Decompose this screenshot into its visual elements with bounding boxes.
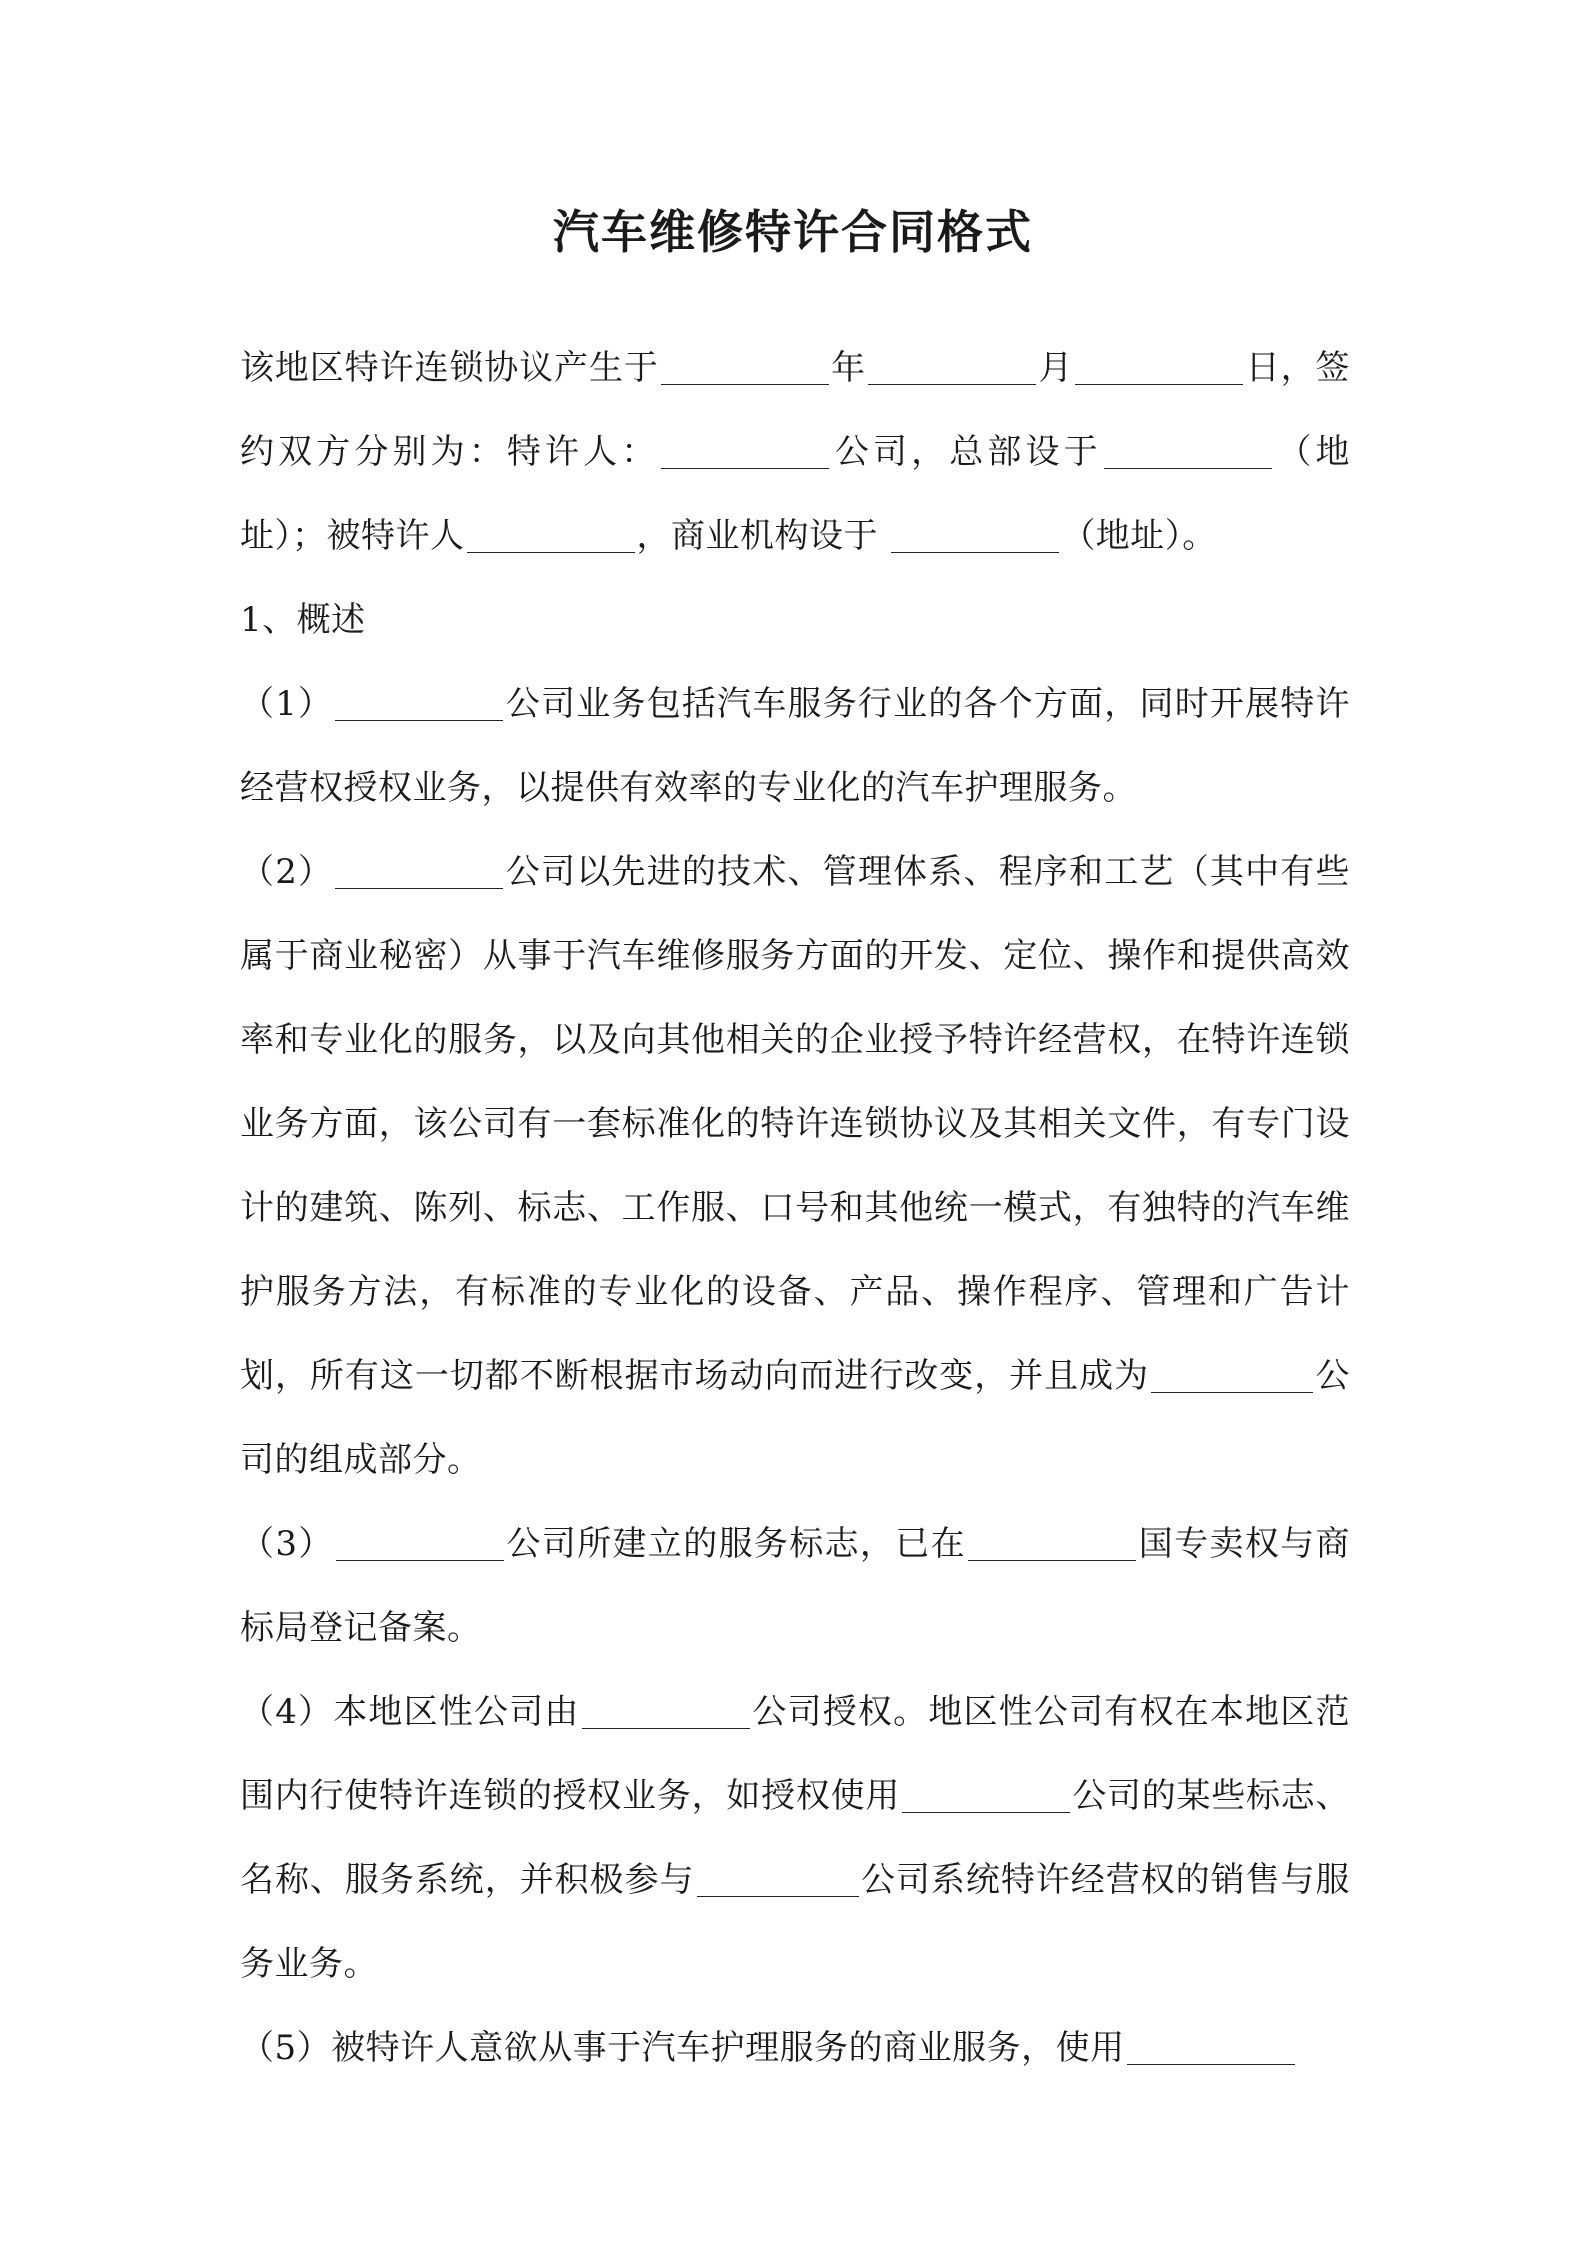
blank-p3-company[interactable] [336,1526,504,1561]
intro-paragraph [240,326,1350,578]
intro-text-2: 年 [830,348,867,388]
p4-text-2: 公司授权。地区性公司有权在本地区范围内行使特许连锁的授权业务，如授权使用 [240,1692,1350,1816]
intro-text-6: （地址）；被特许人 [240,432,1351,556]
intro-text-1: 该地区特许连锁协议产生于 [240,348,659,388]
paragraph-1 [240,662,1350,830]
p4-text-4: 公司系统特许经营权的销售与服务业务。 [240,1860,1351,1984]
intro-text-4: 日，签约双方分别为：特许人： [240,348,1351,472]
p1-number: （1） [240,684,334,724]
paragraph-4 [240,1670,1350,2006]
p3-text-end: 国专卖权与商标局登记备案。 [240,1524,1351,1648]
intro-text-3: 月 [1038,348,1074,388]
p4-text-1: （4）本地区性公司由 [240,1692,580,1732]
document-body [240,326,1350,2090]
paragraph-2 [240,830,1350,1502]
intro-text-7: ，商业机构设于 [636,516,890,556]
blank-business-address[interactable] [891,518,1059,553]
blank-headquarters-address[interactable] [1104,434,1272,469]
blank-p1-company[interactable] [335,686,503,721]
blank-month[interactable] [868,350,1036,385]
blank-p3-country[interactable] [968,1526,1136,1561]
blank-p4-company-2[interactable] [902,1778,1070,1813]
p2-text-end: 公司的组成部分。 [240,1356,1351,1480]
p3-text: 公司所建立的服务标志，已在 [505,1524,966,1564]
p3-number: （3） [240,1524,334,1564]
blank-day[interactable] [1075,350,1243,385]
intro-text-5: 公司，总部设于 [831,432,1102,472]
blank-p4-company-3[interactable] [697,1862,859,1897]
blank-year[interactable] [661,350,829,385]
blank-p2-company[interactable] [335,854,503,889]
section-heading-overview: 1、概述 [240,600,366,640]
paragraph-3 [240,1502,1350,1670]
paragraph-5 [240,2006,1350,2090]
p4-text-3: 公司的某些标志、名称、服务系统，并积极参与 [240,1776,1351,1900]
p1-text: 公司业务包括汽车服务行业的各个方面，同时开展特许经营权授权业务，以提供有效率的专业化的汽车护理服务。 [240,684,1350,808]
intro-text-8: （地址）。 [1061,516,1217,556]
blank-p4-company[interactable] [582,1694,750,1729]
document-title: 汽车维修特许合同格式 [553,205,1033,259]
blank-p2-company-2[interactable] [1151,1358,1313,1393]
p2-text: 公司以先进的技术、管理体系、程序和工艺（其中有些属于商业秘密）从事于汽车维修服务方面的开发、定位、操作和提供高效率和专业化的服务，以及向其他相关的企业授予特许经营权，在特许连锁业务方面，该公司有一套标准化的特许连锁协议及其相关文件，有专门设计的建筑、陈列、标志、工作服、口号和其他统一模式，有独特的汽车维护服务方法，有标准的专业化的设备、产品、操作程序、管理和广告计划，所有这一切都不断根据市场动向而进行改变，并且成为 [240,852,1350,1396]
p5-text-1: （5）被特许人意欲从事于汽车护理服务的商业服务，使用 [240,2028,1125,2068]
blank-p5-company[interactable] [1127,2030,1295,2065]
blank-franchisee[interactable] [467,518,635,553]
blank-franchisor-company[interactable] [661,434,829,469]
p2-number: （2） [240,852,334,892]
